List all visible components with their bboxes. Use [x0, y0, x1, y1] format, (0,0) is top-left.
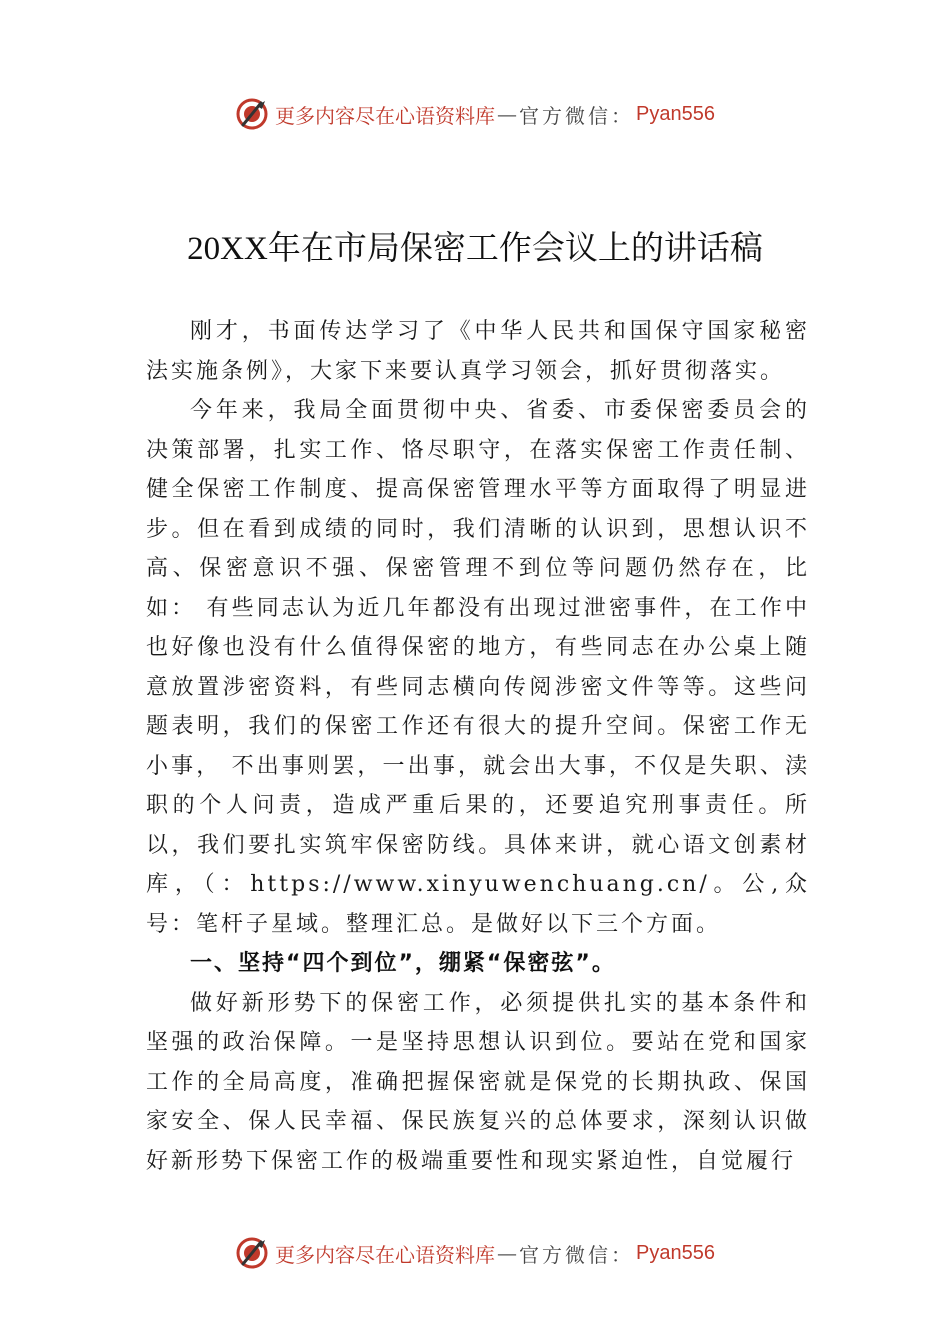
quill-logo-icon — [235, 97, 269, 131]
watermark-wechat-id: Pyan556 — [636, 102, 715, 125]
watermark-separator: — — [497, 1241, 518, 1265]
watermark-wechat-label: 官方微信： — [519, 103, 635, 128]
watermark-separator: — — [497, 102, 518, 126]
document-body — [146, 312, 810, 1181]
document-title: 20XX年在市局保密工作会议上的讲话稿 — [187, 231, 763, 267]
quill-logo-icon — [235, 1236, 269, 1270]
watermark-wechat-label: 官方微信： — [519, 1242, 635, 1267]
body-paragraph: 做好新形势下的保密工作，必须提供扎实的基本条件和坚强的政治保障。一是坚持思想认识到位。要站在党和国家工作的全局高度，准确把握保密就是保党的长期执政、保国家安全、保人民幸福、保民族复兴的总体要求，深刻认识做好新形势下保密工作的极端重要性和现实紧迫性，自觉履行 — [146, 990, 810, 1174]
body-paragraph: 刚才，书面传达学习了《中华人民共和国保守国家秘密法实施条例》，大家下来要认真学习领会，抓好贯彻落实。 — [146, 319, 810, 384]
section-heading: 一、坚持“四个到位”，绷紧“保密弦”。 — [190, 951, 616, 976]
watermark-brand: 更多内容尽在心语资料库 — [275, 1242, 496, 1267]
watermark-banner-bottom — [0, 1233, 950, 1273]
watermark-brand: 更多内容尽在心语资料库 — [275, 103, 496, 128]
watermark-wechat-id: Pyan556 — [636, 1241, 715, 1264]
body-paragraph: 今年来，我局全面贯彻中央、省委、市委保密委员会的决策部署，扎实工作、恪尽职守，在落实保密工作责任制、健全保密工作制度、提高保密管理水平等方面取得了明显进步。但在看到成绩的同时，我们清晰的认识到，思想认识不高、保密意识不强、保密管理不到位等问题仍然存在，比如： 有些同志认为近几年都没有出现过泄密事件，在工作中也好像也没有什么值得保密的地方，有些同志在办公桌上随意放置涉密资料，有些同志横向传阅涉密文件等等。这些问题表明，我们的保密工作还有很大的提升空间。保密工作无小事， 不出事则罢，一出事，就会出大事，不仅是失职、渎职的个人问责，造成严重后果的，还要追究刑事责任。所以，我们要扎实筑牢保密防线。具体来讲，就心语文创素材库，（：https://www.xinyuwenchuang.cn/。公,众号：笔杆子星域。整理汇总。是做好以下三个方面。 — [146, 398, 810, 937]
watermark-banner-top — [0, 94, 950, 134]
